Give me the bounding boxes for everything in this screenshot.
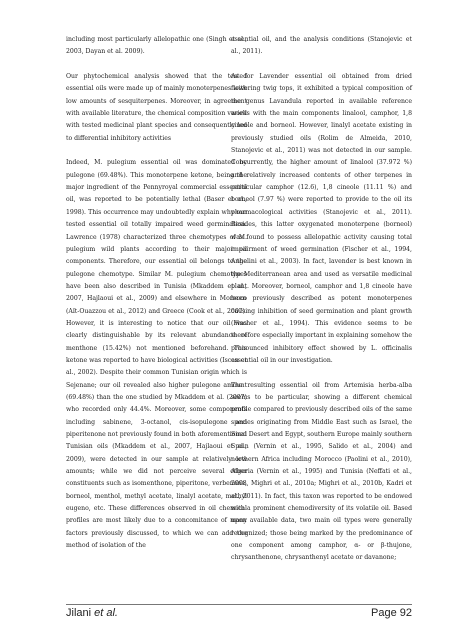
paragraph: essential oil, and the analysis conditions (Stanojevic et al., 2011). <box>231 36 412 56</box>
paragraph: Indeed, M. pulegium essential oil was dominated by pulegone (69.48%). This monoterpene ketone, being the major ingredient of the Pennyroyal commercial essential oil, was reported to be potentially lethal (Baser et al., 1998). This occurrence may undoubtedly explain why our tested essential oil totally impaired weed germination. Lawrence (1978) characterized three chemotypes of M. pulegium wild plants according to their major oil components. Therefore, our essential oil belongs to the pulegone chemotype. Similar M. pulegium chemotypes have been also described in Tunisia (Mkaddem et al., 2007, Hajlaoui et al., 2009) and elsewhere in Morocco (Aït-Ouazzou et al., 2012) and Greece (Cook et al., 2007). However, it is interesting to notice that our oil was clearly distinguishable by its relevant abundance of menthone (15.42%) not mentioned beforehand. This ketone was reported to have biological activities (Iscan et al., 2002). Despite their common Tunisian origin which is Sejenane; our oil revealed also higher pulegone amount (69.48%) than the one studied by Mkaddem et al. (2007) who recorded only 44.4%. Moreover, some components including sabinene, 3-octanol, cis-isopulegone and piperitenone not previously found in both aforementioned Tunisian oils (Mkaddem et al., 2007, Hajlaoui et al., 2009), were detected in our sample at relatively low amounts; while we did not perceive several other constituents such as isomenthone, piperitone, verbenone, borneol, menthol, methyl acetate, linalyl acetate, methyl eugeno, etc. These differences observed in oil chemical profiles are most likely due to a concomitance of many factors previously discussed, to which we can add the method of isolation of the <box>66 159 247 550</box>
right-column <box>231 34 412 565</box>
paragraph: including most particularly allelopathic one (Singh et al., 2003, Dayan et al. 2009). <box>66 36 247 56</box>
page-footer <box>66 607 412 623</box>
left-column <box>66 34 247 552</box>
paragraph: As for Lavender essential oil obtained from dried flowering twig tops, it exhibited a typical composition of the genus Lavandula reported in available reference works with the main components linalool, camphor, 1,8 cineole and borneol. However, linalyl acetate existing in previously studied oils (Rolim de Almeida, 2010, Stanojevic et al., 2011) was not detected in our sample. Concurrently, the higher amount of linalool (37.972 %) and relatively increased contents of other terpenes in particular camphor (12.6), 1,8 cineole (11.11 %) and borneol (7.97 %) were reported to provide to the oil its pharmacological activities (Stanojevic et al., 2011). Besides, this latter oxygenated monoterpene (borneol) was found to possess allelopathic activity causing total impairment of weed germination (Fischer et al., 1994, Angelini et al., 2003). In fact, lavender is best known in the Mediterranean area and used as versatile medicinal plant. Moreover, borneol, camphor and 1,8 cineole have been previously described as potent monoterpenes causing inhibition of seed germination and plant growth (Fischer et al., 1994). This evidence seems to be therefore especially important in explaining somehow the pronounced inhibitory effect showed by L. officinalis essential oil in our investigation. <box>231 73 412 364</box>
page-number: Page 92 <box>371 607 412 619</box>
footer-authors <box>66 607 118 619</box>
footer-divider <box>66 604 412 605</box>
paragraph: Our phytochemical analysis showed that the tested essential oils were made up of mainly monoterpenes with low amounts of sesquiterpenes. Moreover, in agreement with available literature, the chemical composition varied with tested medicinal plant species and consequently led to differential inhibitory activities <box>66 73 247 142</box>
footer-etal: et al. <box>94 607 118 619</box>
footer-author-name: Jilani <box>66 607 92 619</box>
paragraph: The resulting essential oil from Artemisia herba-alba seems to be particular, showing a different chemical profile compared to previously described oils of the same species originating from Middle East such as Israel, the Sinai Desert and Egypt, southern Europe mainly southern Spain (Vernin et al., 1995, Salido et al., 2004) and northern Africa including Morocco (Paolini et al., 2010), Algeria (Vernin et al., 1995) and Tunisia (Neffati et al., 2008, Mighri et al., 2010a; Mighri et al., 2010b, Kadri et al., 2011). In fact, this taxon was reported to be endowed with a prominent chemodiversity of its volatile oil. Based upon available data, two main oil types were generally recognized; those being marked by the predominance of one component among camphor, α- or β-thujone, chrysanthenone, chrysanthenyl acetate or davanone; <box>231 381 412 562</box>
